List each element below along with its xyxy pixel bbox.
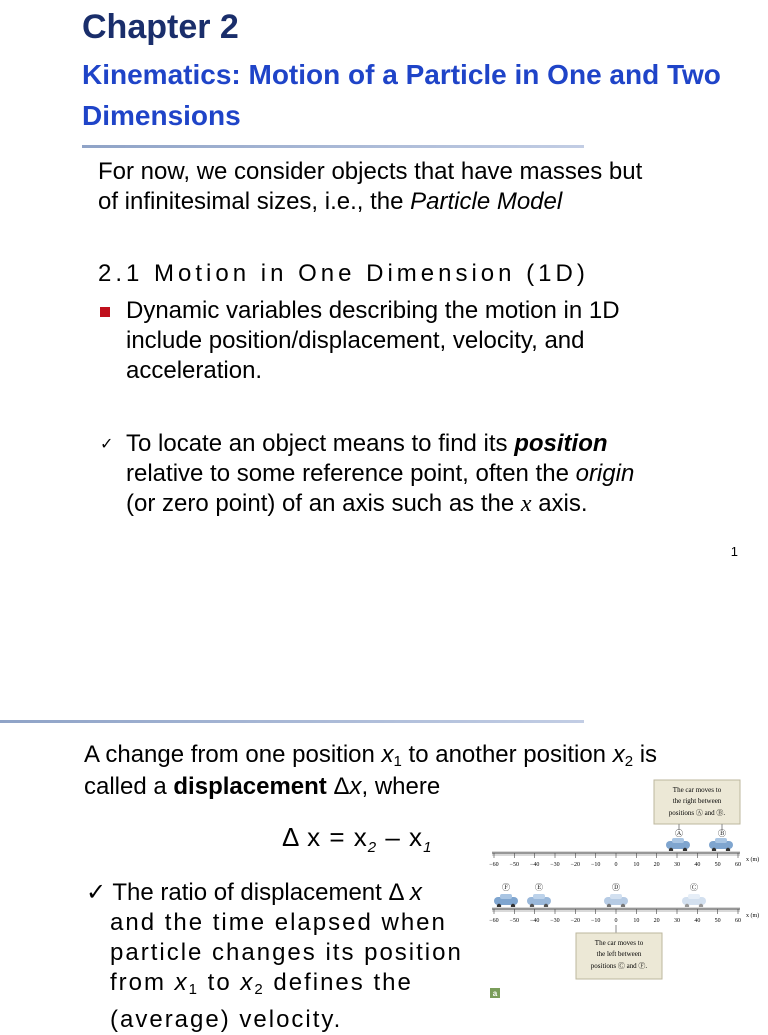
bottom-axis-tick-label: −30 — [550, 918, 560, 924]
bottom-axis-tick-label: −60 — [489, 918, 499, 924]
particle-model-term: Particle Model — [410, 188, 563, 215]
bullet-line-1: Dynamic variables describing the motion in 1D — [126, 297, 620, 324]
car-e-icon — [527, 894, 551, 908]
car-c-icon — [682, 894, 706, 908]
bullet-line-3: acceleration. — [126, 357, 263, 384]
bullet-line-2: include position/displacement, velocity, and — [126, 327, 585, 354]
ratio-line-4: from $x_1$ to $x_2$ defines the — [110, 969, 413, 998]
position-term: position — [514, 430, 608, 457]
callout-top-line-1: The car moves to — [672, 786, 722, 794]
bottom-axis — [489, 907, 759, 924]
intro-line-2: of infinitesimal sizes, i.e., the Particle Model — [98, 188, 563, 215]
bottom-axis-tick-label: 30 — [674, 918, 680, 924]
marker-b: Ⓑ — [718, 829, 726, 838]
car-motion-figure — [484, 778, 768, 1024]
intro-line-1: For now, we consider objects that have masses but — [98, 158, 643, 185]
bottom-axis-tick-label: 60 — [735, 918, 741, 924]
displacement-term: displacement — [173, 773, 327, 800]
top-axis — [489, 851, 759, 868]
slide2-divider — [0, 720, 584, 723]
ratio-line-3: particle changes its position — [110, 939, 463, 966]
panel-label: a — [492, 989, 498, 998]
car-d-icon — [604, 894, 628, 908]
car-b-icon — [709, 838, 733, 852]
bottom-axis-tick-label: 0 — [614, 918, 618, 924]
position-paragraph — [126, 429, 746, 519]
top-axis-tick-label: −30 — [550, 862, 560, 868]
car-motion-diagram — [484, 778, 768, 1024]
position-line-3: (or zero point) of an axis such as the x axis. — [126, 490, 588, 517]
displacement-equation: Δ $x = x_2 - x_1$ — [282, 822, 433, 856]
bottom-axis-tick-label: 50 — [714, 918, 721, 924]
top-axis-tick-label: 60 — [735, 862, 741, 868]
bottom-axis-tick-label: 40 — [694, 918, 701, 924]
bottom-axis-tick-label: 20 — [653, 918, 660, 924]
top-axis-tick-label: −20 — [570, 862, 581, 868]
marker-c: Ⓒ — [690, 883, 698, 892]
ratio-line-2: and the time elapsed when — [110, 909, 447, 936]
bottom-axis-tick-label: −50 — [509, 918, 520, 924]
top-axis-tick-label: −40 — [529, 862, 540, 868]
ratio-line-1: ✓ The ratio of displacement Δ x — [86, 879, 422, 906]
top-axis-tick-label: −50 — [509, 862, 520, 868]
callout-top-line-3: positions Ⓐ and Ⓑ. — [668, 809, 726, 817]
displacement-line-2: called a displacement Δx, where — [84, 773, 441, 800]
chapter-subtitle: Kinematics: Motion of a Particle in One and Two Dimensions — [82, 59, 721, 131]
page-number: 1 — [730, 544, 738, 559]
title-divider — [82, 145, 584, 148]
chapter-title: Chapter 2 — [82, 8, 239, 46]
car-f-icon — [494, 894, 518, 908]
top-axis-label: x (m) — [746, 857, 760, 863]
top-axis-tick-label: 20 — [653, 862, 660, 868]
bullet-dynamic-variables — [126, 296, 746, 386]
top-axis-tick-label: 50 — [714, 862, 721, 868]
car-a-icon — [666, 838, 690, 852]
marker-e: Ⓔ — [535, 883, 543, 892]
marker-d: Ⓓ — [612, 883, 620, 892]
callout-bottom-line-1: The car moves to — [594, 939, 644, 947]
top-axis-tick-label: 30 — [674, 862, 680, 868]
checkmark-icon: ✓ — [100, 436, 114, 453]
bottom-axis-label: x (m) — [746, 913, 760, 919]
callout-top-line-2: the right between — [672, 797, 722, 805]
square-bullet-icon — [100, 307, 110, 317]
intro-paragraph — [98, 157, 758, 217]
top-axis-tick-label: −60 — [489, 862, 499, 868]
top-axis-tick-label: 10 — [633, 862, 640, 868]
section-heading: 2.1 Motion in One Dimension (1D) — [98, 260, 589, 287]
bottom-axis-tick-label: −10 — [590, 918, 601, 924]
bottom-axis-tick-label: −40 — [529, 918, 540, 924]
displacement-line-1: A change from one position $x_1$ to another position $x_2$ is — [84, 741, 658, 770]
origin-term: origin — [575, 460, 635, 487]
bottom-axis-tick-label: −20 — [570, 918, 581, 924]
position-line-1: To locate an object means to find its position — [126, 430, 608, 457]
ratio-line-5: (average) velocity. — [110, 1006, 343, 1033]
top-axis-tick-label: −10 — [590, 862, 601, 868]
x-variable: x — [520, 491, 532, 517]
marker-a: Ⓐ — [675, 829, 683, 838]
top-axis-tick-label: 0 — [614, 862, 618, 868]
top-axis-tick-label: 40 — [694, 862, 701, 868]
marker-f: Ⓕ — [502, 883, 510, 892]
callout-bottom-line-2: the left between — [596, 950, 642, 958]
bottom-axis-tick-label: 10 — [633, 918, 640, 924]
velocity-paragraph — [86, 878, 482, 1035]
position-line-2: relative to some reference point, often the origin — [126, 460, 635, 487]
callout-bottom-line-3: positions Ⓒ and Ⓕ. — [590, 962, 648, 970]
